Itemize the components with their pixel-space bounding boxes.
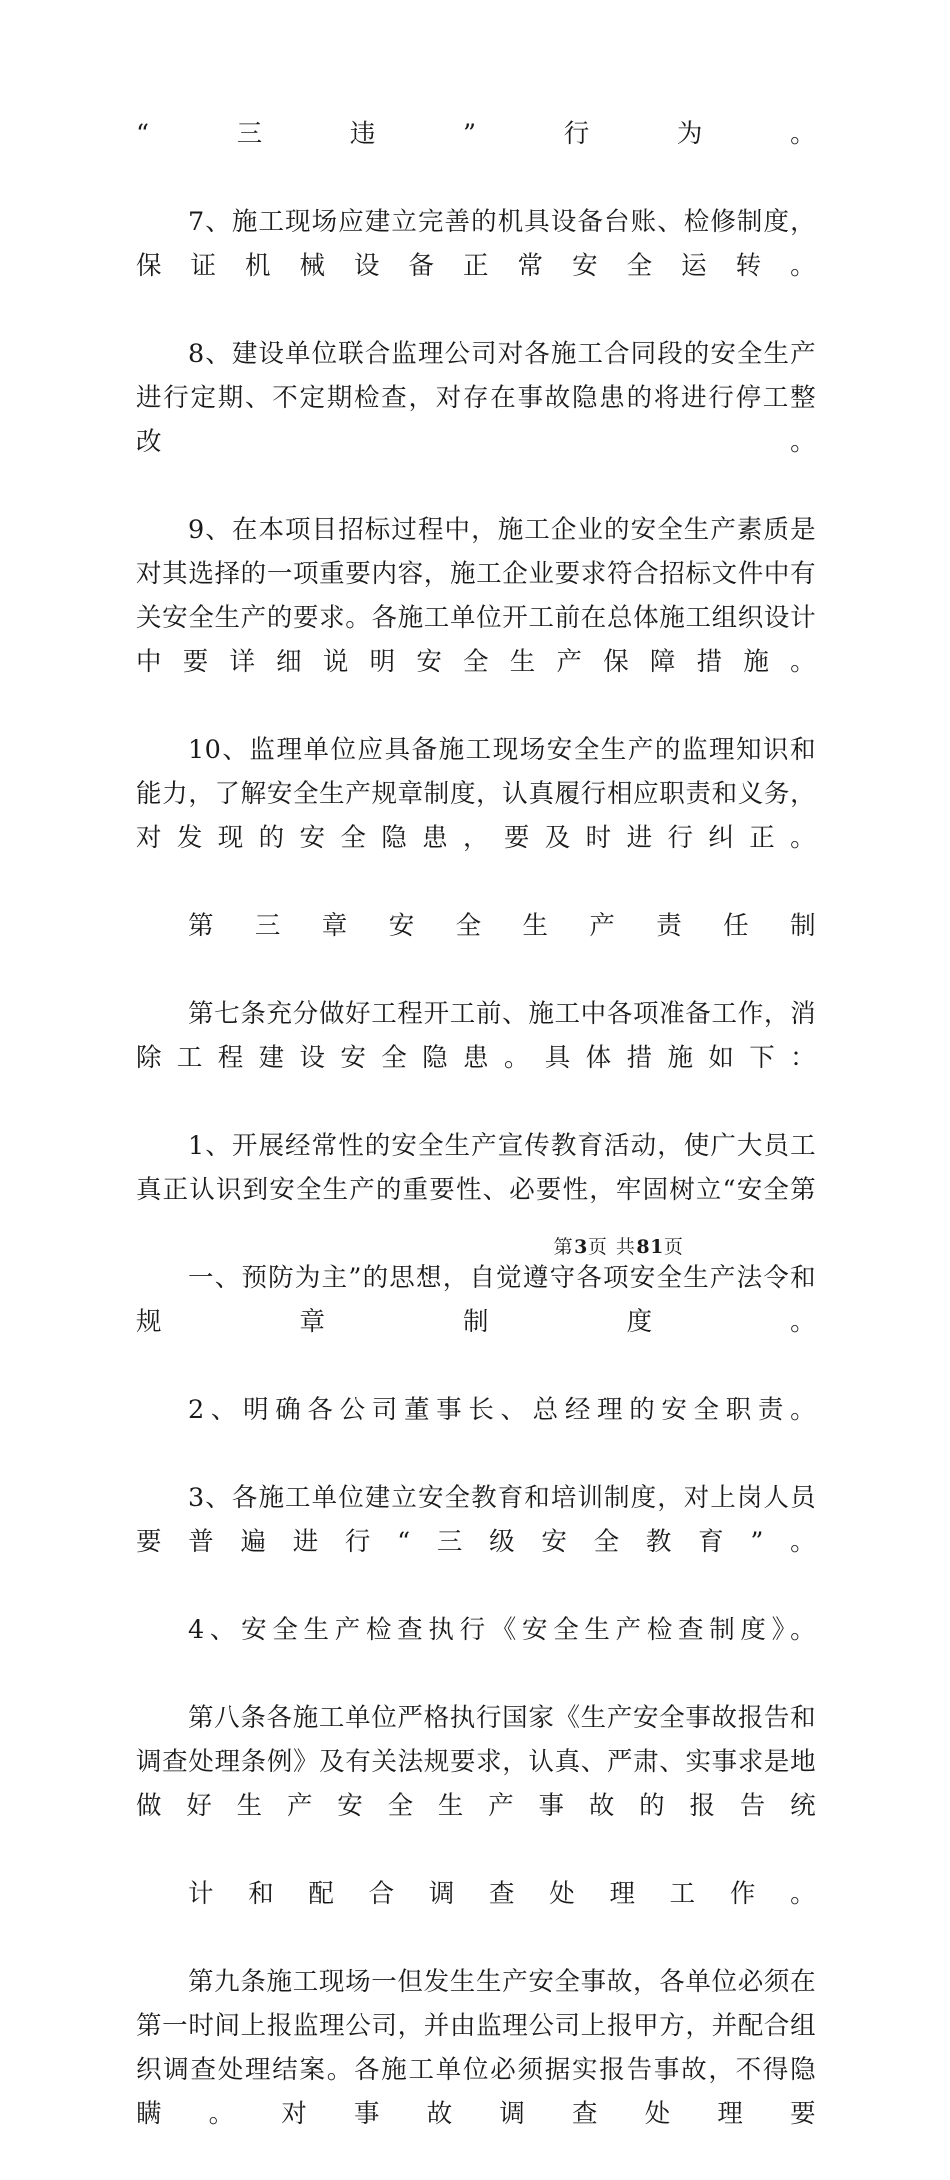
paragraph-sanwei-xingwei: “三违”行为。 bbox=[136, 119, 816, 149]
footer-current-page: 3 bbox=[574, 1236, 588, 1258]
document-text-column bbox=[136, 112, 816, 2180]
paragraph-item-8: 8、建设单位联合监理公司对各施工合同段的安全生产进行定期、不定期检查，对存在事故隐患的将进行停工整改。 bbox=[136, 339, 816, 457]
footer-total-pages: 81 bbox=[636, 1236, 664, 1258]
paragraph-sub-item-1-continued: 一、预防为主”的思想，自觉遵守各项安全生产法令和规章制度。 bbox=[136, 1263, 816, 1337]
paragraph-article-9: 第九条施工现场一但发生生产安全事故，各单位必须在第一时间上报监理公司，并由监理公司上报甲方，并配合组织调查处理结案。各施工单位必须据实报告事故，不得隐瞒。对事故调查处理要 bbox=[136, 1967, 816, 2129]
paragraph-item-10: 10、监理单位应具备施工现场安全生产的监理知识和能力，了解安全生产规章制度，认真履行相应职责和义务，对发现的安全隐患，要及时进行纠正。 bbox=[136, 735, 816, 853]
paragraph-sub-item-3: 3、各施工单位建立安全教育和培训制度，对上岗人员要普遍进行“三级安全教育”。 bbox=[136, 1483, 816, 1557]
page-number-label bbox=[554, 1234, 685, 1260]
footer-prefix: 第 bbox=[553, 1236, 575, 1258]
heading-chapter-3: 第三章安全生产责任制 bbox=[188, 911, 816, 941]
footer-middle: 页 共 bbox=[587, 1236, 637, 1258]
page-footer bbox=[0, 1234, 950, 1260]
footer-suffix: 页 bbox=[663, 1236, 685, 1258]
paragraph-article-8: 第八条各施工单位严格执行国家《生产安全事故报告和调查处理条例》及有关法规要求，认真、严肃、实事求是地做好生产安全生产事故的报告统 bbox=[136, 1703, 816, 1821]
paragraph-sub-item-2: 2、明确各公司董事长、总经理的安全职责。 bbox=[188, 1395, 816, 1425]
paragraph-item-7: 7、施工现场应建立完善的机具设备台账、检修制度，保证机械设备正常安全运转。 bbox=[136, 207, 816, 281]
paragraph-sub-item-4: 4、安全生产检查执行《安全生产检查制度》。 bbox=[188, 1615, 816, 1645]
paragraph-article-7: 第七条充分做好工程开工前、施工中各项准备工作，消除工程建设安全隐患。具体措施如下： bbox=[136, 999, 816, 1073]
paragraph-item-9: 9、在本项目招标过程中，施工企业的安全生产素质是对其选择的一项重要内容，施工企业要求符合招标文件中有关安全生产的要求。各施工单位开工前在总体施工组织设计中要详细说明安全生产保障措施。 bbox=[136, 515, 816, 677]
paragraph-article-8-continued: 计和配合调查处理工作。 bbox=[188, 1879, 816, 1909]
paragraph-sub-item-1: 1、开展经常性的安全生产宣传教育活动，使广大员工真正认识到安全生产的重要性、必要性，牢固树立“安全第 bbox=[136, 1131, 816, 1205]
